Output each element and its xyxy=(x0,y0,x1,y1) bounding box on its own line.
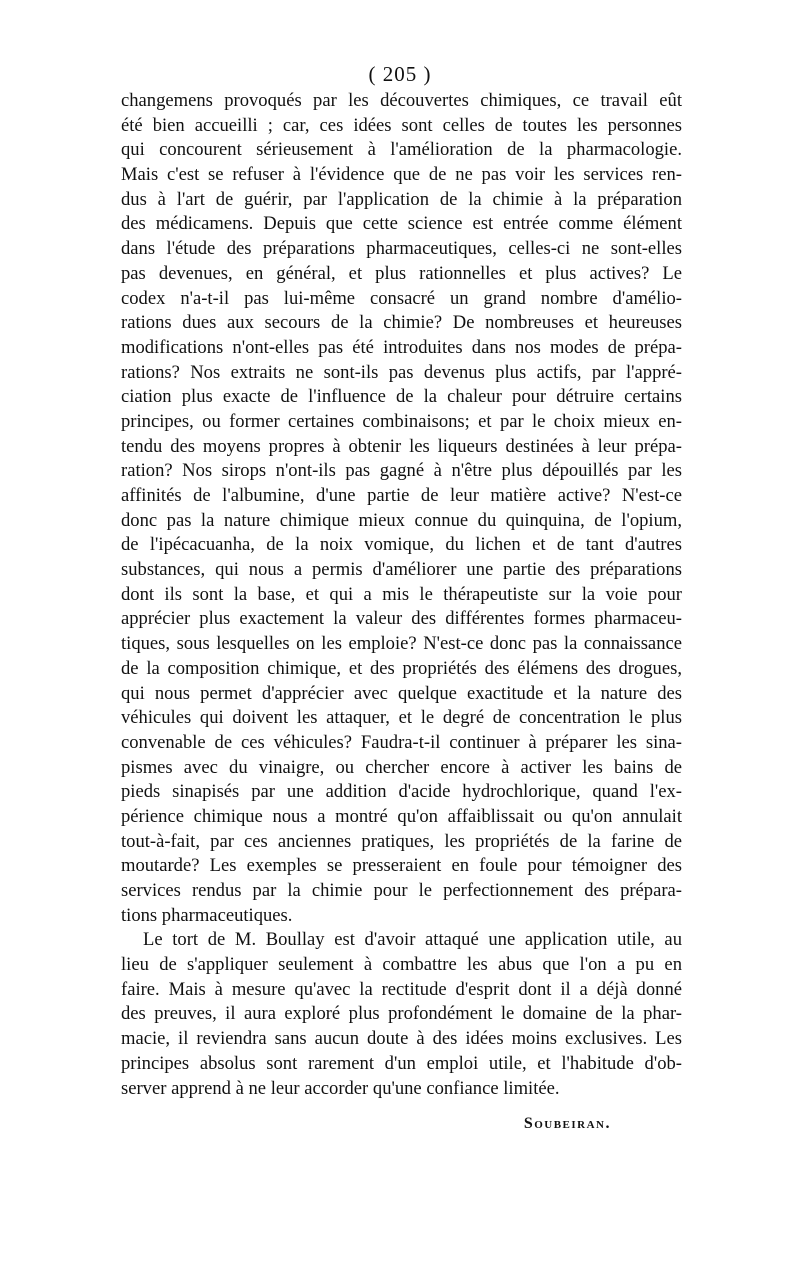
text-line: ration? Nos sirops n'ont-ils pas gagné à n'être plus dépouillés par les xyxy=(121,460,682,482)
body-text xyxy=(121,89,682,1101)
paragraph xyxy=(121,928,682,1101)
text-line: apprécier plus exactement la valeur des différentes formes pharmaceu- xyxy=(121,608,682,630)
text-line: pieds sinapisés par une addition d'acide hydrochlorique, quand l'ex- xyxy=(121,781,682,803)
text-line: dont ils sont la base, et qui a mis le thérapeutiste sur la voie pour xyxy=(121,583,682,605)
text-line: ciation plus exacte de l'influence de la chaleur pour détruire certains xyxy=(121,386,682,408)
text-line: pas devenues, en général, et plus rationnelles et plus actives? Le xyxy=(121,262,682,284)
paragraph xyxy=(121,89,682,928)
text-line: principes, ou former certaines combinaisons; et par le choix mieux en- xyxy=(121,410,682,432)
text-line: périence chimique nous a montré qu'on affaiblissait ou qu'on annulait xyxy=(121,805,682,827)
text-line: tiques, sous lesquelles on les emploie? N'est-ce donc pas la connaissance xyxy=(121,633,682,655)
text-line: tendu des moyens propres à obtenir les liqueurs destinées à leur prépa- xyxy=(121,435,682,457)
text-line: dus à l'art de guérir, par l'application de la chimie à la préparation xyxy=(121,188,682,210)
text-line: pismes avec du vinaigre, ou chercher encore à activer les bains de xyxy=(121,756,682,778)
text-line: substances, qui nous a permis d'améliorer une partie des préparations xyxy=(121,559,682,581)
text-line: des preuves, il aura exploré plus profondément le domaine de la phar- xyxy=(121,1003,682,1025)
text-line: lieu de s'appliquer seulement à combattre les abus que l'on a pu en xyxy=(121,954,682,976)
text-line: qui nous permet d'apprécier avec quelque exactitude et la nature des xyxy=(121,682,682,704)
text-line: de l'ipécacuanha, de la noix vomique, du lichen et de tant d'autres xyxy=(121,534,682,556)
text-line: été bien accueilli ; car, ces idées sont celles de toutes les personnes xyxy=(121,114,682,136)
text-line: véhicules qui doivent les attaquer, et le degré de concentration le plus xyxy=(121,707,682,729)
text-line: rations? Nos extraits ne sont-ils pas devenus plus actifs, par l'appré- xyxy=(121,361,682,383)
text-line: Le tort de M. Boullay est d'avoir attaqué une application utile, au xyxy=(143,929,682,951)
text-line: Mais c'est se refuser à l'évidence que de ne pas voir les services ren- xyxy=(121,164,682,186)
text-line: changemens provoqués par les découvertes chimiques, ce travail eût xyxy=(121,90,682,111)
page-number: ( 205 ) xyxy=(368,62,432,86)
text-line: convenable de ces véhicules? Faudra-t-il continuer à préparer les sina- xyxy=(121,731,682,753)
text-line: principes absolus sont rarement d'un emploi utile, et l'habitude d'ob- xyxy=(121,1052,682,1074)
text-line: faire. Mais à mesure qu'avec la rectitude d'esprit dont il a déjà donné xyxy=(121,978,682,1000)
text-line: des médicamens. Depuis que cette science est entrée comme élément xyxy=(121,213,682,235)
text-line: tout-à-fait, par ces anciennes pratiques, les propriétés de la farine de xyxy=(121,830,682,852)
text-line: modifications n'ont-elles pas été introduites dans nos modes de prépa- xyxy=(121,336,682,358)
text-line: macie, il reviendra sans aucun doute à des idées moins exclusives. Les xyxy=(121,1028,682,1050)
text-line: rations dues aux secours de la chimie? De nombreuses et heureuses xyxy=(121,312,682,334)
text-line: de la composition chimique, et des propriétés des élémens des drogues, xyxy=(121,657,682,679)
text-line: qui concourent sérieusement à l'amélioration de la pharmacologie. xyxy=(121,139,682,161)
text-line: affinités de l'albumine, d'une partie de leur matière active? N'est-ce xyxy=(121,485,682,506)
text-line: server apprend à ne leur accorder qu'une confiance limitée. xyxy=(121,1077,560,1099)
text-line: moutarde? Les exemples se presseraient en foule pour témoigner des xyxy=(121,855,682,877)
text-line: services rendus par la chimie pour le perfectionnement des prépara- xyxy=(121,880,682,901)
text-line: dans l'étude des préparations pharmaceutiques, celles-ci ne sont-elles xyxy=(121,238,682,260)
author-signature: Soubeiran. xyxy=(523,1115,611,1132)
text-line: donc pas la nature chimique mieux connue du quinquina, de l'opium, xyxy=(121,509,682,531)
text-line: codex n'a-t-il pas lui-même consacré un grand nombre d'amélio- xyxy=(121,287,682,309)
text-line: tions pharmaceutiques. xyxy=(121,904,293,926)
